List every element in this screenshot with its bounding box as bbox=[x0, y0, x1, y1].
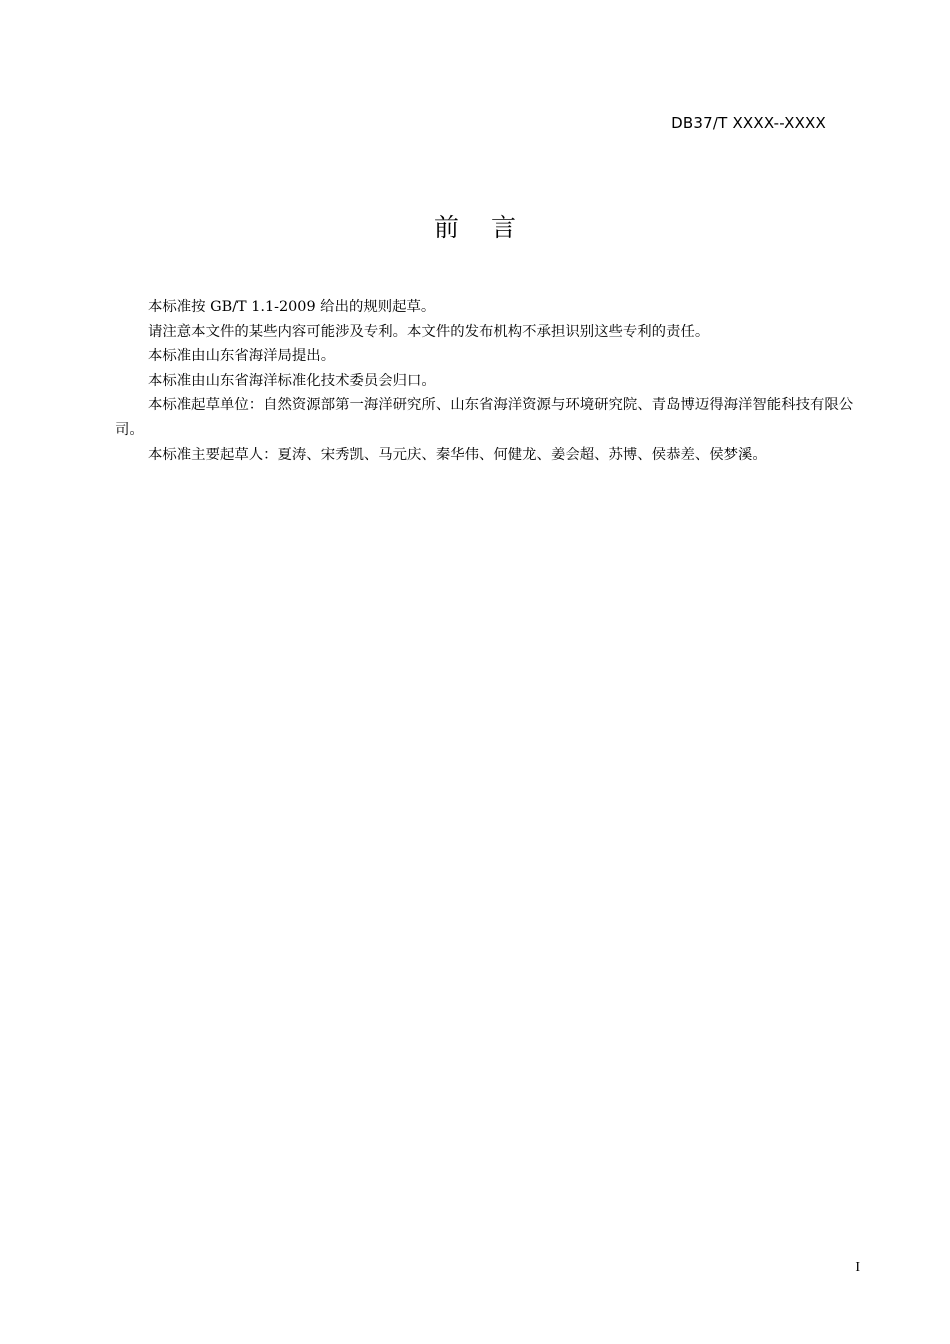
page-title bbox=[0, 208, 950, 244]
paragraph-patent-notice: 请注意本文件的某些内容可能涉及专利。本文件的发布机构不承担识别这些专利的责任。 bbox=[148, 323, 710, 340]
paragraph-drafters: 本标准主要起草人：夏涛、宋秀凯、马元庆、秦华伟、何健龙、姜会超、苏博、侯恭差、侯梦溪。 bbox=[148, 446, 767, 463]
title-char-2: 言 bbox=[491, 213, 517, 242]
paragraph-drafting-units: 本标准起草单位：自然资源部第一海洋研究所、山东省海洋资源与环境研究院、青岛博迈得海洋智能科技有限公司。 bbox=[115, 397, 854, 438]
document-code: DB37/T XXXX--XXXX bbox=[671, 114, 826, 132]
paragraph-administrator: 本标准由山东省海洋标准化技术委员会归口。 bbox=[148, 372, 436, 389]
paragraph-drafting-rules: 本标准按 GB/T 1.1-2009 给出的规则起草。 bbox=[148, 299, 436, 315]
title-char-1: 前 bbox=[433, 213, 459, 242]
page-number: I bbox=[855, 1260, 860, 1275]
foreword-body bbox=[115, 295, 860, 467]
paragraph-proposer: 本标准由山东省海洋局提出。 bbox=[148, 348, 336, 365]
